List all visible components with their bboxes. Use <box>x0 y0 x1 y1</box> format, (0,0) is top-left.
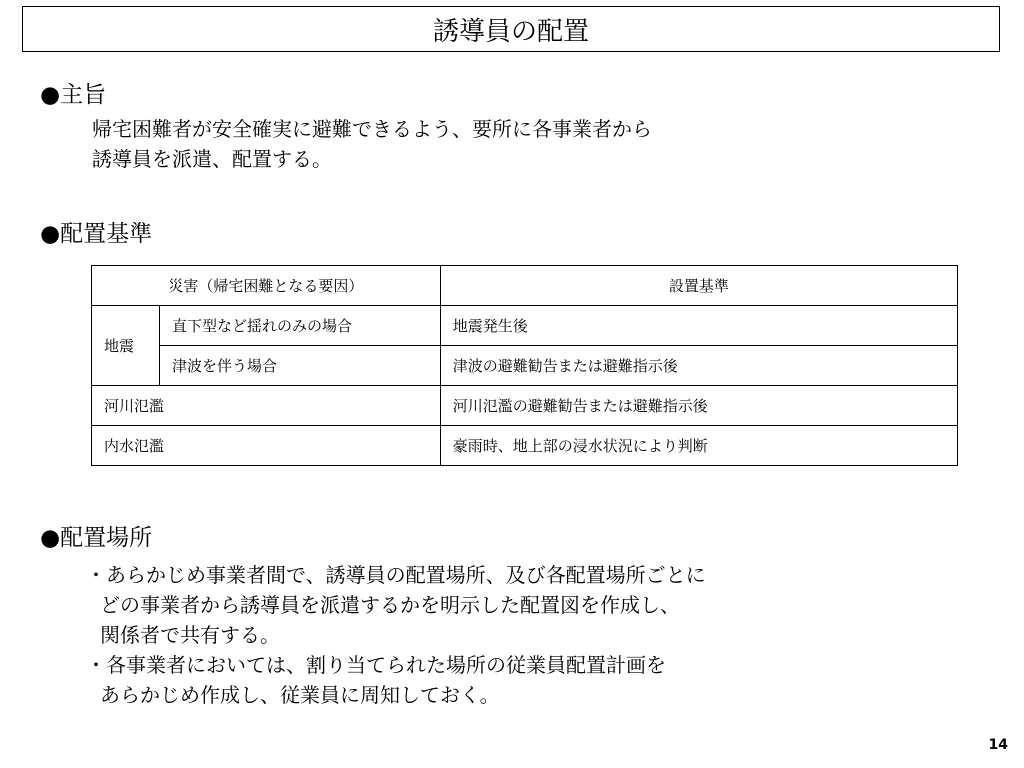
page-number: 14 <box>988 737 1008 753</box>
purpose-text <box>92 114 652 174</box>
purpose-line: 帰宅困難者が安全確実に避難できるよう、要所に各事業者から <box>92 117 652 141</box>
table-cell-disaster: 河川氾濫 <box>92 386 441 426</box>
table-cell-criteria: 津波の避難勧告または避難指示後 <box>440 346 957 386</box>
table-cell-disaster: 内水氾濫 <box>92 426 441 466</box>
slide-title-box <box>22 6 1000 52</box>
table-row <box>92 346 958 386</box>
placement-text <box>86 560 706 710</box>
placement-line: どの事業者から誘導員を派遣するかを明示した配置図を作成し、 <box>100 593 680 617</box>
purpose-line: 誘導員を派遣、配置する。 <box>92 147 332 171</box>
table-cell-criteria: 地震発生後 <box>440 306 957 346</box>
table-row <box>92 386 958 426</box>
slide-title: 誘導員の配置 <box>432 16 589 47</box>
table-header-disaster: 災害（帰宅困難となる要因） <box>92 266 441 306</box>
placement-line: ・あらかじめ事業者間で、誘導員の配置場所、及び各配置場所ごとに <box>86 563 706 587</box>
placement-heading: ●配置場所 <box>40 525 153 551</box>
table-cell-earthquake: 地震 <box>92 306 160 386</box>
placement-line: 関係者で共有する。 <box>100 623 280 647</box>
placement-line: あらかじめ作成し、従業員に周知しておく。 <box>100 683 500 707</box>
table-row <box>92 306 958 346</box>
criteria-heading: ●配置基準 <box>40 221 153 247</box>
table-header-row <box>92 266 958 306</box>
table-cell-subtype: 直下型など揺れのみの場合 <box>159 306 440 346</box>
criteria-table <box>91 265 958 466</box>
purpose-heading: ●主旨 <box>40 82 107 108</box>
table-cell-subtype: 津波を伴う場合 <box>159 346 440 386</box>
table-cell-criteria: 河川氾濫の避難勧告または避難指示後 <box>440 386 957 426</box>
placement-line: ・各事業者においては、割り当てられた場所の従業員配置計画を <box>86 653 666 677</box>
table-row <box>92 426 958 466</box>
table-header-criteria: 設置基準 <box>440 266 957 306</box>
table-cell-criteria: 豪雨時、地上部の浸水状況により判断 <box>440 426 957 466</box>
